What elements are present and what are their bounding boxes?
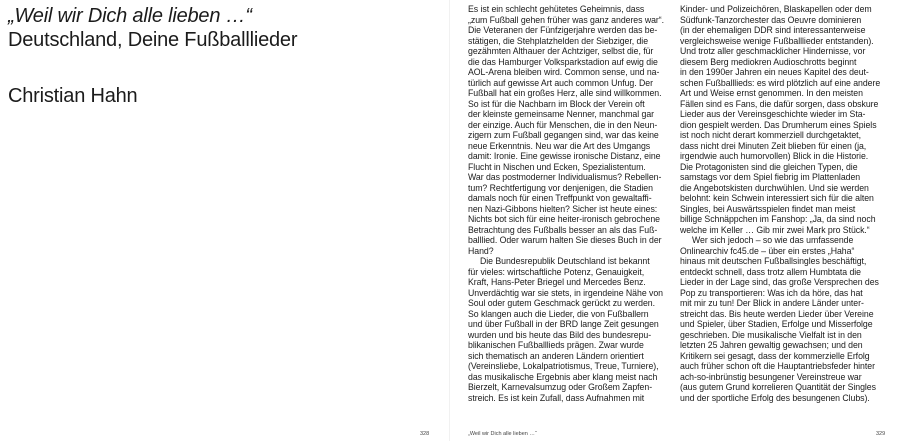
chapter-subtitle: „Weil wir Dich alle lieben …“ bbox=[8, 5, 252, 27]
text-line: Kraft, Hans-Peter Briegel und Mercedes Benz. bbox=[468, 277, 646, 287]
text-line: tum? Rechtfertigung vor denjenigen, die Stadien bbox=[468, 182, 653, 193]
text-line: streich. Es ist kein Zufall, dass Aufnahmen mit bbox=[468, 392, 645, 403]
text-line: dion gespielt werden. Das Drumherum eines Spiels bbox=[680, 119, 877, 130]
text-line: Nichts bot sich für eine heiter-ironisch gebrochene bbox=[468, 214, 660, 224]
text-line: geschrieben. Die musikalische Vielfalt ist in den bbox=[680, 329, 862, 340]
text-line: streicht das. Bis heute werden Lieder über Vereine bbox=[680, 308, 874, 319]
right-page-number: 329 bbox=[876, 431, 886, 437]
text-line: irgendwie auch humorvollen) Blick in die Historie. bbox=[680, 151, 869, 161]
running-head: „Weil wir Dich alle lieben …“ bbox=[468, 431, 537, 437]
text-line: So klangen auch die Lieder, die von Fußballern bbox=[468, 308, 649, 319]
chapter-author: Christian Hahn bbox=[8, 85, 138, 107]
text-line: Die Veteranen der Fünfzigerjahre werden das be- bbox=[468, 25, 658, 35]
text-line: die Angebotskisten durchwühlen. Und sie werden bbox=[680, 182, 869, 193]
text-line: welche im Keller … Gib mir zwei Mark pro Stück.“ bbox=[680, 224, 870, 235]
text-line: zigern zum Fußball gegangen sind, war das keine bbox=[468, 130, 659, 140]
text-line: Die Protagonisten sind die gleichen Typen, die bbox=[680, 161, 858, 172]
text-line: Südfunk-Tanzorchester das Oeuvre dominieren bbox=[680, 14, 862, 25]
text-line: Singles, bei Auswärtsspielen findet man meist bbox=[680, 203, 856, 214]
text-line: wurden und bis heute das Bild des bundesrepu- bbox=[468, 329, 652, 340]
text-line: hinaus mit deutschen Fußballsingles beschäftigt, bbox=[680, 256, 867, 266]
text-line: Lieder in der Lage sind, das große Versprechen des bbox=[680, 277, 879, 287]
text-line: der einzige. Auch für Menschen, die in den Neun- bbox=[468, 119, 658, 130]
text-line: die das Hamburger Volksparkstadion auf ewig die bbox=[468, 56, 658, 67]
text-line: belohnt: kein Schwein interessiert sich für die alten bbox=[680, 193, 874, 203]
text-line: der kleinste gemeinsame Nenner, manchmal gar bbox=[468, 109, 655, 119]
text-line: Und trotz aller geschmacklicher Hindernisse, vor bbox=[680, 46, 866, 56]
text-line: Es ist ein schlecht gehütetes Geheimnis, dass bbox=[468, 4, 645, 14]
text-line: das musikalische Ergebnis aber klang meist nach bbox=[468, 371, 658, 382]
text-line: und der sportliche Erfolg des besungenen Clubs). bbox=[680, 392, 870, 403]
text-line: Betrachtung des Fußballs besser an als das Fuß- bbox=[468, 224, 658, 235]
text-line: entdeckt schnell, dass trotz allem Humbtata die bbox=[680, 266, 862, 277]
text-line: damals noch für einen Treffpunkt von gewaltaffi- bbox=[468, 193, 652, 203]
text-line: Lieder aus der Vereinsgeschichte wieder im Sta- bbox=[680, 109, 866, 119]
text-line: ist noch nicht derart kommerziell durchgetaktet, bbox=[680, 130, 861, 140]
text-line: AOL-Arena bleiben wird. Common sense, und na- bbox=[468, 67, 660, 77]
text-line: und über Fußball in der BRD lange Zeit gesungen bbox=[468, 319, 659, 329]
text-line: in den 1990er Jahren ein neues Kapitel des deut- bbox=[680, 67, 869, 77]
text-line: War das postmoderner Individualismus? Rebellen- bbox=[468, 172, 662, 182]
text-line: Pop zu transportieren: Was ich da höre, das hat bbox=[680, 287, 863, 298]
text-line: sich thematisch an anderen Ländern orientiert bbox=[468, 350, 644, 361]
text-line: (Vereinsliebe, Lokalpatriotismus, Treue, Turniere), bbox=[468, 361, 659, 371]
text-line: (in der ehemaligen DDR sind interessanterweise bbox=[680, 25, 866, 35]
text-line: stätigen, die Stehplatzhelden der Siebziger, die bbox=[468, 35, 649, 46]
text-line: schen Fußballlieds: es wird plötzlich auf eine andere bbox=[680, 77, 881, 88]
text-line: Flucht in Nischen und Ecken, Spezialistentum. bbox=[468, 161, 646, 172]
text-line: Bierzelt, Karnevalsumzug oder Großem Zapfen- bbox=[468, 382, 653, 392]
text-line: (aus gutem Grund korrelieren Quantität der Singles bbox=[680, 382, 876, 392]
text-line: diesem Berg mediokren Audioschrotts beginnt bbox=[680, 56, 857, 67]
text-line: Hand? bbox=[468, 245, 494, 256]
text-line: Fällen sind es Fans, die dafür sorgen, dass obskure bbox=[680, 98, 879, 109]
text-line: Wer sich jedoch – so wie das umfassende bbox=[692, 235, 854, 245]
text-line: nen Nazi-Gibbons hielten? Sicher ist heute eines: bbox=[468, 203, 658, 214]
text-line: neue Erkenntnis. Neu war die Art des Umgangs bbox=[468, 140, 651, 151]
text-line: vergleichsweise wenige Fußballlieder entstanden). bbox=[680, 35, 874, 46]
text-line: Kinder- und Polizeichören, Blaskapellen oder dem bbox=[680, 4, 872, 14]
text-line: letzten 25 Jahren gewaltig gewachsen; und den bbox=[680, 340, 863, 350]
text-line: balllied. Oder warum halten Sie dieses Buch in der bbox=[468, 235, 662, 245]
text-line: ach-so-inbrünstig besungener Vereinstreue war bbox=[680, 371, 862, 382]
text-line: dass nicht drei Minuten Zeit blieben für einen (ja, bbox=[680, 140, 867, 151]
text-line: blikanischen Fußballlieds prägen. Zwar wurde bbox=[468, 340, 644, 350]
text-column-2 bbox=[680, 4, 888, 403]
left-page-number: 328 bbox=[420, 431, 430, 437]
text-column-1 bbox=[468, 4, 676, 403]
text-line: Fußball hat ein großes Herz, alle sind willkommen. bbox=[468, 88, 662, 98]
text-line: Art und Weise ernst genommen. In den meisten bbox=[680, 88, 863, 98]
text-line: und Spieler, über Stadien, Erfolge und Misserfolge bbox=[680, 319, 873, 329]
chapter-title: Deutschland, Deine Fußballlieder bbox=[8, 29, 298, 51]
text-line: So ist für die Nachbarn im Block der Verein oft bbox=[468, 98, 645, 109]
text-line: Die Bundesrepublik Deutschland ist bekannt bbox=[480, 256, 650, 266]
text-line: Onlinearchiv fc45.de – über ein erstes „Haha“ bbox=[680, 245, 855, 256]
text-line: auch früher schon oft die Hauptantriebsfeder hinter bbox=[680, 361, 875, 371]
text-line: mit mir zu tun! Der Blick in andere Länder unter- bbox=[680, 298, 864, 308]
text-line: für vieles: wirtschaftliche Potenz, Genauigkeit, bbox=[468, 266, 645, 277]
text-line: damit: Ironie. Eine gewisse ironische Distanz, eine bbox=[468, 151, 661, 161]
text-line: „zum Fußball gehen früher was ganz anderes war“. bbox=[468, 14, 665, 25]
text-line: Unverdächtig war sie stets, in irgendeine Nähe von bbox=[468, 287, 663, 298]
text-line: Kritikern sei gesagt, dass der kommerzielle Erfolg bbox=[680, 350, 870, 361]
chapter-title-block bbox=[8, 4, 428, 52]
text-line: gezähmten Althauer der Achtziger, selbst die, für bbox=[468, 46, 654, 56]
text-line: samstags vor dem Spiel fiebrig im Plattenladen bbox=[680, 172, 861, 182]
text-line: türlich auf gewisse Art auch common Unfug. Der bbox=[468, 77, 653, 88]
text-line: billige Schnäppchen im Fanshop: „Ja, da sind noch bbox=[680, 214, 876, 224]
right-page bbox=[450, 0, 900, 441]
text-line: Soul oder gutem Geschmack gerückt zu werden. bbox=[468, 298, 655, 308]
